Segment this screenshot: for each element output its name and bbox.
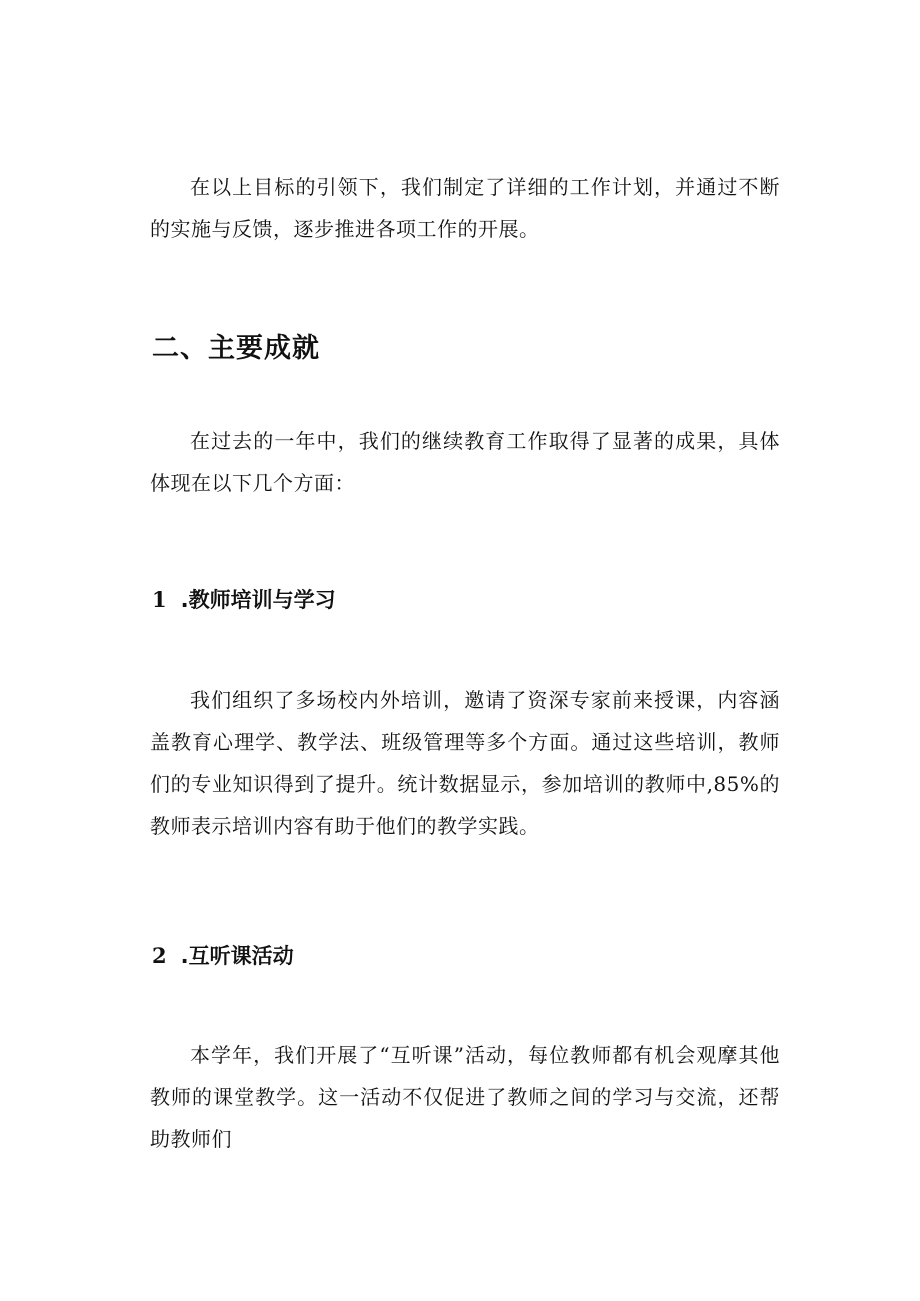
- subheading-peer-observation: [152, 940, 294, 970]
- subheading-title: .互听课活动: [180, 944, 294, 968]
- teacher-training-paragraph: 我们组织了多场校内外培训，邀请了资深专家前来授课，内容涵盖教育心理学、教学法、班级管理等多个方面。通过这些培训，教师们的专业知识得到了提升。统计数据显示，参加培训的教师中,85%的教师表示培训内容有助于他们的教学实践。: [150, 688, 780, 838]
- subheading-title: .教师培训与学习: [180, 588, 336, 612]
- intro-paragraph: 在以上目标的引领下，我们制定了详细的工作计划，并通过不断的实施与反馈，逐步推进各项工作的开展。: [150, 175, 780, 241]
- subheading-number: 1: [152, 587, 167, 612]
- section-heading-achievements: 二、主要成就: [152, 333, 320, 364]
- peer-observation-paragraph: 本学年，我们开展了“互听课”活动，每位教师都有机会观摩其他教师的课堂教学。这一活动不仅促进了教师之间的学习与交流，还帮助教师们: [150, 1043, 780, 1151]
- subheading-teacher-training: [152, 584, 336, 614]
- section-intro-paragraph: 在过去的一年中，我们的继续教育工作取得了显著的成果，具体体现在以下几个方面：: [150, 429, 780, 495]
- subheading-number: 2: [152, 943, 167, 968]
